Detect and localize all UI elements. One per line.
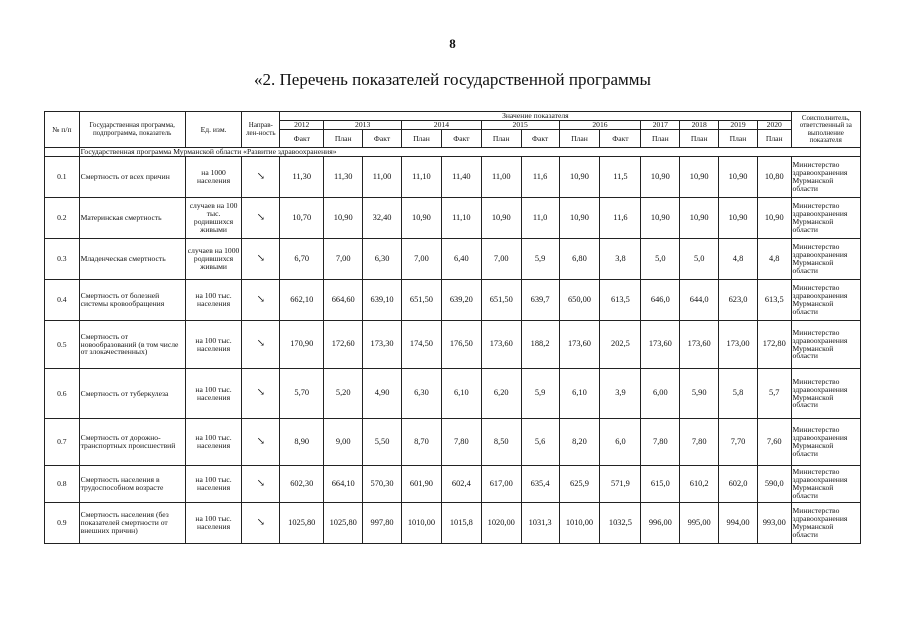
value-type-header: Факт [600,130,641,148]
value-cell: 1015,8 [441,503,481,544]
value-cell: 10,90 [324,198,363,239]
value-cell: 5,50 [363,419,402,466]
value-cell: 9,00 [324,419,363,466]
row-number: 0.1 [45,157,80,198]
value-cell: 5,0 [680,239,719,280]
down-right-arrow-icon: ↘ [256,338,265,350]
indicator-name: Младенческая смертность [79,239,185,280]
value-cell: 5,6 [521,419,559,466]
value-type-header: План [680,130,719,148]
value-cell: 172,60 [324,321,363,369]
value-cell: 601,90 [401,466,441,503]
value-cell: 11,10 [441,198,481,239]
value-cell: 11,6 [600,198,641,239]
value-cell: 635,4 [521,466,559,503]
indicators-table [44,111,861,544]
value-cell: 7,80 [441,419,481,466]
table-header [45,112,861,148]
row-number: 0.2 [45,198,80,239]
value-cell: 173,60 [641,321,680,369]
executor-cell: Министерство здравоохранения Мурманской области [791,503,860,544]
value-cell: 5,90 [680,369,719,419]
program-row [45,148,861,157]
value-cell: 602,4 [441,466,481,503]
value-cell: 993,00 [757,503,791,544]
value-cell: 6,20 [481,369,521,419]
value-cell: 10,90 [641,198,680,239]
value-cell: 170,90 [280,321,324,369]
indicator-name: Смертность от болезней системы кровообращения [79,280,185,321]
program-row-spacer [45,148,80,157]
direction-cell [242,239,280,280]
table-row [45,280,861,321]
row-number: 0.8 [45,466,80,503]
value-cell: 10,90 [401,198,441,239]
value-cell: 7,00 [401,239,441,280]
value-cell: 172,80 [757,321,791,369]
down-right-arrow-icon: ↘ [256,387,265,399]
value-cell: 11,30 [324,157,363,198]
value-cell: 664,60 [324,280,363,321]
value-cell: 11,10 [401,157,441,198]
value-cell: 590,0 [757,466,791,503]
value-cell: 173,00 [719,321,758,369]
value-cell: 6,00 [641,369,680,419]
year-header: 2012 [280,121,324,130]
value-cell: 570,30 [363,466,402,503]
down-right-arrow-icon: ↘ [256,211,265,223]
value-type-header: Факт [280,130,324,148]
value-cell: 7,00 [481,239,521,280]
value-cell: 11,5 [600,157,641,198]
value-cell: 3,8 [600,239,641,280]
year-header: 2014 [401,121,481,130]
value-cell: 3,9 [600,369,641,419]
indicator-name: Смертность от туберкулеза [79,369,185,419]
value-cell: 6,30 [363,239,402,280]
down-right-arrow-icon: ↘ [256,516,265,528]
executor-cell: Министерство здравоохранения Мурманской области [791,321,860,369]
value-cell: 10,90 [641,157,680,198]
program-title: Государственная программа Мурманской области «Развитие здравоохранения» [79,148,860,157]
value-cell: 5,70 [280,369,324,419]
table-row [45,419,861,466]
executor-cell: Министерство здравоохранения Мурманской области [791,239,860,280]
row-number: 0.4 [45,280,80,321]
value-cell: 6,0 [600,419,641,466]
unit-cell: на 100 тыс. населения [185,466,242,503]
header-executor: Соисполнитель, ответственный за выполнение показателя [791,112,860,148]
value-cell: 5,0 [641,239,680,280]
executor-cell: Министерство здравоохранения Мурманской области [791,419,860,466]
executor-cell: Министерство здравоохранения Мурманской области [791,157,860,198]
value-cell: 10,90 [481,198,521,239]
value-cell: 623,0 [719,280,758,321]
value-cell: 7,60 [757,419,791,466]
value-cell: 651,50 [481,280,521,321]
value-cell: 7,80 [680,419,719,466]
value-cell: 571,9 [600,466,641,503]
value-cell: 995,00 [680,503,719,544]
value-cell: 10,70 [280,198,324,239]
value-cell: 10,80 [757,157,791,198]
executor-cell: Министерство здравоохранения Мурманской области [791,369,860,419]
value-type-header: Факт [441,130,481,148]
table-body [45,148,861,544]
indicator-name: Смертность населения в трудоспособном возрасте [79,466,185,503]
value-cell: 8,50 [481,419,521,466]
row-number: 0.6 [45,369,80,419]
value-cell: 5,9 [521,369,559,419]
table-row [45,466,861,503]
row-number: 0.3 [45,239,80,280]
unit-cell: на 100 тыс. населения [185,369,242,419]
value-cell: 202,5 [600,321,641,369]
value-cell: 173,60 [481,321,521,369]
value-cell: 4,90 [363,369,402,419]
unit-cell: на 100 тыс. населения [185,419,242,466]
value-cell: 8,90 [280,419,324,466]
header-direction: Направ-лен-ность [242,112,280,148]
value-cell: 5,9 [521,239,559,280]
down-right-arrow-icon: ↘ [256,293,265,305]
value-cell: 11,6 [521,157,559,198]
executor-cell: Министерство здравоохранения Мурманской области [791,280,860,321]
value-cell: 10,90 [559,198,600,239]
unit-cell: на 100 тыс. населения [185,280,242,321]
value-cell: 10,90 [680,198,719,239]
down-right-arrow-icon: ↘ [256,477,265,489]
value-cell: 1031,3 [521,503,559,544]
table-row [45,157,861,198]
unit-cell: случаев на 100 тыс. родившихся живыми [185,198,242,239]
value-cell: 1010,00 [401,503,441,544]
value-cell: 650,00 [559,280,600,321]
value-cell: 996,00 [641,503,680,544]
value-cell: 174,50 [401,321,441,369]
value-cell: 4,8 [757,239,791,280]
value-cell: 997,80 [363,503,402,544]
direction-cell [242,157,280,198]
executor-cell: Министерство здравоохранения Мурманской области [791,198,860,239]
value-type-header: План [641,130,680,148]
value-cell: 11,0 [521,198,559,239]
unit-cell: на 100 тыс. населения [185,321,242,369]
value-cell: 617,00 [481,466,521,503]
row-number: 0.7 [45,419,80,466]
document-title: «2. Перечень показателей государственной программы [254,70,651,89]
value-cell: 1032,5 [600,503,641,544]
direction-cell [242,280,280,321]
table-row [45,239,861,280]
value-cell: 613,5 [757,280,791,321]
down-right-arrow-icon: ↘ [256,435,265,447]
value-cell: 10,90 [559,157,600,198]
value-type-header: План [324,130,363,148]
page-number: 8 [449,36,456,51]
value-cell: 11,40 [441,157,481,198]
value-cell: 651,50 [401,280,441,321]
header-num: № п/п [45,112,80,148]
indicator-name: Смертность населения (без показателей смертности от внешних причин) [79,503,185,544]
value-type-header: План [401,130,441,148]
unit-cell: случаев на 1000 родившихся живыми [185,239,242,280]
direction-cell [242,198,280,239]
value-cell: 613,5 [600,280,641,321]
direction-cell [242,321,280,369]
value-cell: 10,90 [719,198,758,239]
value-cell: 5,8 [719,369,758,419]
value-cell: 6,10 [559,369,600,419]
indicator-name: Материнская смертность [79,198,185,239]
value-cell: 11,00 [481,157,521,198]
value-cell: 7,70 [719,419,758,466]
value-cell: 7,80 [641,419,680,466]
value-cell: 5,7 [757,369,791,419]
value-cell: 176,50 [441,321,481,369]
value-cell: 8,20 [559,419,600,466]
value-cell: 1010,00 [559,503,600,544]
value-cell: 615,0 [641,466,680,503]
value-type-header: План [559,130,600,148]
table-row [45,503,861,544]
table-row [45,198,861,239]
row-number: 0.9 [45,503,80,544]
value-cell: 1025,80 [280,503,324,544]
value-cell: 173,30 [363,321,402,369]
value-cell: 662,10 [280,280,324,321]
value-cell: 610,2 [680,466,719,503]
down-right-arrow-icon: ↘ [256,252,265,264]
year-header: 2018 [680,121,719,130]
value-cell: 6,40 [441,239,481,280]
direction-cell [242,503,280,544]
down-right-arrow-icon: ↘ [256,170,265,182]
value-cell: 639,20 [441,280,481,321]
value-type-header: План [481,130,521,148]
year-header: 2016 [559,121,641,130]
value-cell: 639,10 [363,280,402,321]
year-header: 2015 [481,121,559,130]
row-number: 0.5 [45,321,80,369]
value-cell: 10,90 [719,157,758,198]
value-cell: 11,00 [363,157,402,198]
header-values: Значение показателя [280,112,791,121]
value-cell: 602,0 [719,466,758,503]
value-cell: 11,30 [280,157,324,198]
value-cell: 6,80 [559,239,600,280]
value-cell: 4,8 [719,239,758,280]
value-type-header: Факт [521,130,559,148]
value-cell: 644,0 [680,280,719,321]
value-cell: 173,60 [680,321,719,369]
value-cell: 8,70 [401,419,441,466]
value-cell: 994,00 [719,503,758,544]
value-cell: 664,10 [324,466,363,503]
value-cell: 5,20 [324,369,363,419]
direction-cell [242,419,280,466]
unit-cell: на 1000 населения [185,157,242,198]
value-cell: 188,2 [521,321,559,369]
table-row [45,369,861,419]
table-row [45,321,861,369]
indicator-name: Смертность от всех причин [79,157,185,198]
value-cell: 639,7 [521,280,559,321]
indicator-name: Смертность от новообразований (в том числе от злокачественных) [79,321,185,369]
value-type-header: План [757,130,791,148]
value-cell: 6,10 [441,369,481,419]
value-cell: 625,9 [559,466,600,503]
value-type-header: План [719,130,758,148]
year-header: 2017 [641,121,680,130]
header-program: Государственная программа, подпрограмма, показатель [79,112,185,148]
year-header: 2020 [757,121,791,130]
year-header: 2013 [324,121,402,130]
value-cell: 10,90 [680,157,719,198]
value-cell: 1020,00 [481,503,521,544]
value-type-header: Факт [363,130,402,148]
year-header: 2019 [719,121,758,130]
value-cell: 602,30 [280,466,324,503]
value-cell: 646,0 [641,280,680,321]
direction-cell [242,369,280,419]
unit-cell: на 100 тыс. населения [185,503,242,544]
value-cell: 6,70 [280,239,324,280]
value-cell: 7,00 [324,239,363,280]
value-cell: 32,40 [363,198,402,239]
executor-cell: Министерство здравоохранения Мурманской области [791,466,860,503]
indicator-name: Смертность от дорожно-транспортных происшествий [79,419,185,466]
value-cell: 173,60 [559,321,600,369]
value-cell: 10,90 [757,198,791,239]
value-cell: 1025,80 [324,503,363,544]
value-cell: 6,30 [401,369,441,419]
header-unit: Ед. изм. [185,112,242,148]
direction-cell [242,466,280,503]
